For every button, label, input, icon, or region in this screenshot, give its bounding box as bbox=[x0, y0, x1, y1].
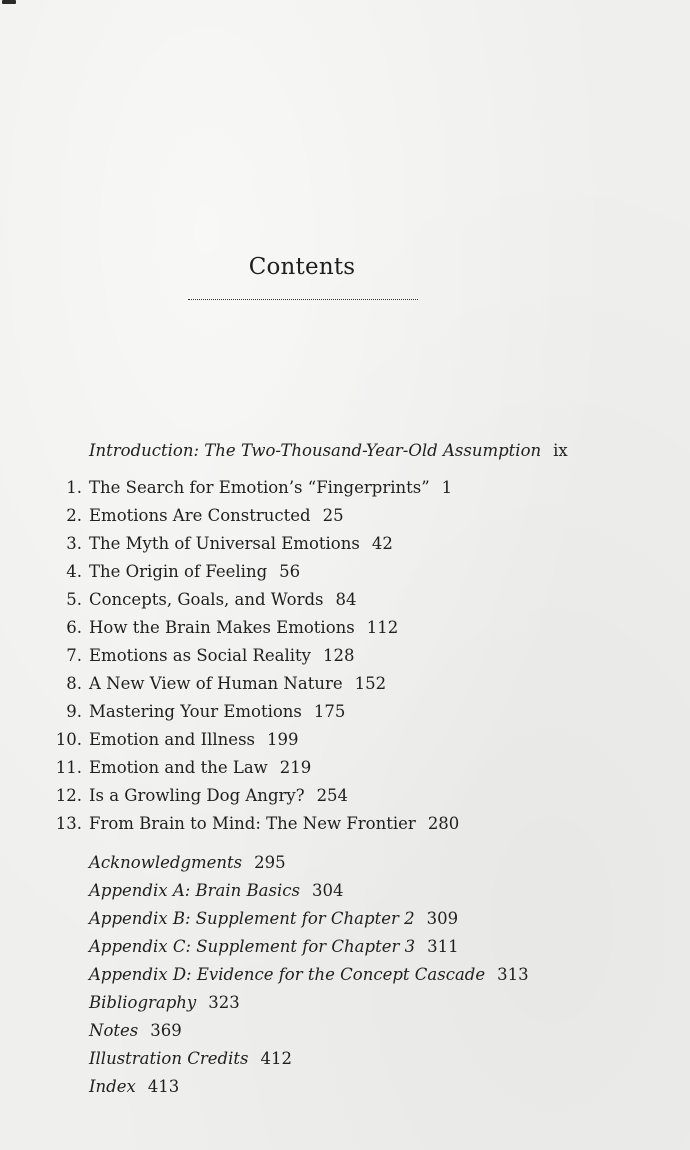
back-matter-title: Illustration Credits 412 bbox=[89, 1049, 292, 1068]
back-matter-title: Bibliography 323 bbox=[89, 993, 240, 1012]
back-matter-page: 412 bbox=[260, 1049, 292, 1068]
chapter-page: 1 bbox=[441, 478, 453, 497]
chapter-page: 175 bbox=[313, 702, 346, 721]
chapter-page: 199 bbox=[267, 730, 299, 749]
chapter-title: The Origin of Feeling 56 bbox=[89, 562, 301, 581]
chapter-number: 9. bbox=[66, 702, 82, 721]
chapter-number: 11. bbox=[55, 758, 82, 777]
chapter-number: 1. bbox=[66, 478, 82, 497]
back-matter-page: 311 bbox=[427, 937, 459, 956]
chapter-title: Is a Growling Dog Angry? 254 bbox=[89, 786, 349, 805]
chapter-title: From Brain to Mind: The New Frontier 280 bbox=[89, 814, 460, 833]
chapter-page: 152 bbox=[354, 674, 387, 693]
chapter-title: Emotions Are Constructed 25 bbox=[89, 506, 344, 525]
chapter-page: 25 bbox=[322, 506, 344, 525]
chapter-number: 6. bbox=[66, 618, 82, 637]
toc-intro-page: ix bbox=[553, 441, 568, 460]
chapter-title: Concepts, Goals, and Words 84 bbox=[89, 590, 357, 609]
back-matter-title: Acknowledgments 295 bbox=[89, 853, 286, 872]
toc-intro-label: Introduction: The Two-Thousand-Year-Old Assumption ix bbox=[89, 441, 568, 460]
chapter-page: 280 bbox=[427, 814, 460, 833]
chapter-number: 3. bbox=[66, 534, 82, 553]
page-title: Contents bbox=[248, 254, 356, 280]
chapter-number: 8. bbox=[66, 674, 82, 693]
chapter-number: 10. bbox=[55, 730, 82, 749]
chapter-title: Mastering Your Emotions 175 bbox=[89, 702, 346, 721]
chapter-title: How the Brain Makes Emotions 112 bbox=[89, 618, 399, 637]
chapter-number: 7. bbox=[66, 646, 82, 665]
back-matter-title: Index 413 bbox=[89, 1077, 180, 1096]
back-matter-title: Appendix A: Brain Basics 304 bbox=[89, 881, 344, 900]
chapter-number: 12. bbox=[55, 786, 82, 805]
chapter-page: 42 bbox=[371, 534, 393, 553]
chapter-title: Emotion and Illness 199 bbox=[89, 730, 299, 749]
back-matter-page: 323 bbox=[208, 993, 240, 1012]
back-matter-title: Appendix D: Evidence for the Concept Cascade 313 bbox=[89, 965, 529, 984]
chapter-number: 2. bbox=[66, 506, 82, 525]
back-matter-page: 369 bbox=[150, 1021, 182, 1040]
chapter-number: 4. bbox=[66, 562, 82, 581]
back-matter-page: 295 bbox=[254, 853, 286, 872]
chapter-page: 112 bbox=[366, 618, 399, 637]
back-matter-title: Appendix C: Supplement for Chapter 3 311 bbox=[89, 937, 459, 956]
back-matter-page: 313 bbox=[497, 965, 529, 984]
chapter-page: 219 bbox=[279, 758, 312, 777]
chapter-page: 56 bbox=[279, 562, 301, 581]
chapter-number: 5. bbox=[66, 590, 82, 609]
chapter-page: 128 bbox=[323, 646, 355, 665]
corner-mark bbox=[2, 0, 16, 4]
title-rule bbox=[188, 299, 418, 300]
chapter-title: Emotions as Social Reality 128 bbox=[89, 646, 355, 665]
back-matter-page: 309 bbox=[426, 909, 459, 928]
chapter-title: The Search for Emotion’s “Fingerprints” 1 bbox=[89, 478, 453, 497]
chapter-page: 84 bbox=[335, 590, 357, 609]
chapter-title: The Myth of Universal Emotions 42 bbox=[89, 534, 393, 553]
back-matter-page: 413 bbox=[147, 1077, 180, 1096]
chapter-title: Emotion and the Law 219 bbox=[89, 758, 312, 777]
chapter-title: A New View of Human Nature 152 bbox=[89, 674, 387, 693]
chapter-page: 254 bbox=[316, 786, 349, 805]
chapter-number: 13. bbox=[55, 814, 82, 833]
back-matter-title: Notes 369 bbox=[89, 1021, 182, 1040]
back-matter-page: 304 bbox=[311, 881, 344, 900]
back-matter-title: Appendix B: Supplement for Chapter 2 309 bbox=[89, 909, 459, 928]
